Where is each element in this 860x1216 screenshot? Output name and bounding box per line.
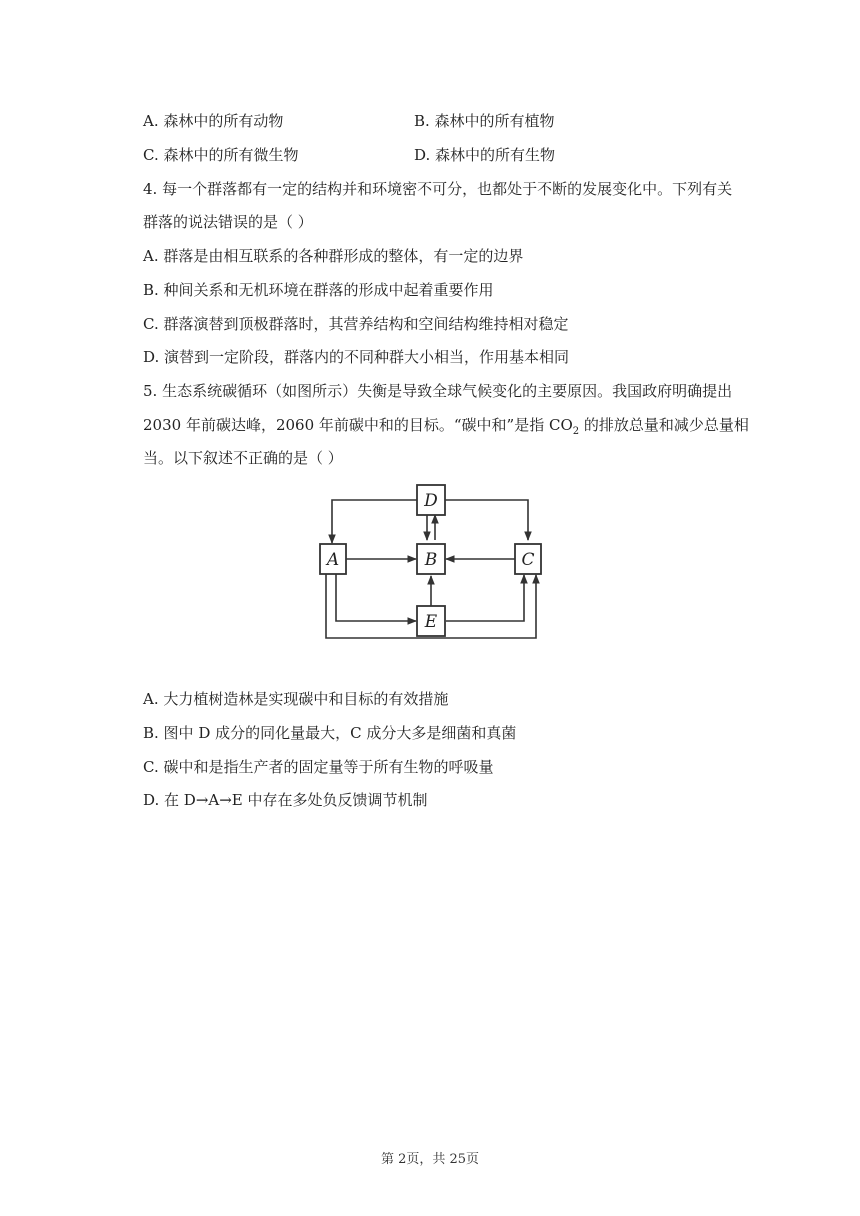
q5-option-b: B. 图中 D 成分的同化量最大，C 成分大多是细菌和真菌 [143,724,517,742]
carbon-cycle-diagram [300,478,560,658]
q5-option-c: C. 碳中和是指生产者的固定量等于所有生物的呼吸量 [143,758,494,776]
node-c-label: C [521,550,535,570]
arrow-d-to-c [445,500,528,540]
q5-stem-line2 [143,415,749,442]
q5-stem-line2-post: 的排放总量和减少总量相 [579,416,749,434]
page-footer: 第 2页，共 25页 [380,1152,480,1167]
arrow-d-to-a [332,500,417,543]
q3-option-c: C. 森林中的所有微生物 [143,146,299,164]
q4-stem-line1: 4. 每一个群落都有一定的结构并和环境密不可分，也都处于不断的发展变化中。下列有关 [143,180,733,198]
q4-stem-line2: 群落的说法错误的是（ ） [143,213,313,231]
node-b-label: B [424,550,438,570]
node-d-label: D [424,491,438,511]
q3-option-b: B. 森林中的所有植物 [414,112,555,130]
q4-option-c: C. 群落演替到顶极群落时，其营养结构和空间结构维持相对稳定 [143,315,569,333]
q4-option-b: B. 种间关系和无机环境在群落的形成中起着重要作用 [143,281,494,299]
q5-stem-line1: 5. 生态系统碳循环（如图所示）失衡是导致全球气候变化的主要原因。我国政府明确提出 [143,382,733,400]
q4-option-a: A. 群落是由相互联系的各种群形成的整体，有一定的边界 [143,247,524,265]
q3-option-d: D. 森林中的所有生物 [414,146,556,164]
node-a-label: A [326,550,340,570]
q5-stem-line3: 当。以下叙述不正确的是（ ） [143,449,343,467]
q5-option-d: D. 在 D→A→E 中存在多处负反馈调节机制 [143,791,428,809]
node-e-label: E [424,612,438,632]
arrow-e-to-c [446,575,524,621]
q5-option-a: A. 大力植树造林是实现碳中和目标的有效措施 [143,690,449,708]
co2-subscript: 2 [572,426,580,437]
q4-option-d: D. 演替到一定阶段，群落内的不同种群大小相当，作用基本相同 [143,348,570,366]
arrow-a-to-e [336,574,416,621]
q3-option-a: A. 森林中的所有动物 [143,112,284,130]
q5-stem-line2-pre: 2030 年前碳达峰，2060 年前碳中和的目标。“碳中和”是指 CO [143,416,573,434]
